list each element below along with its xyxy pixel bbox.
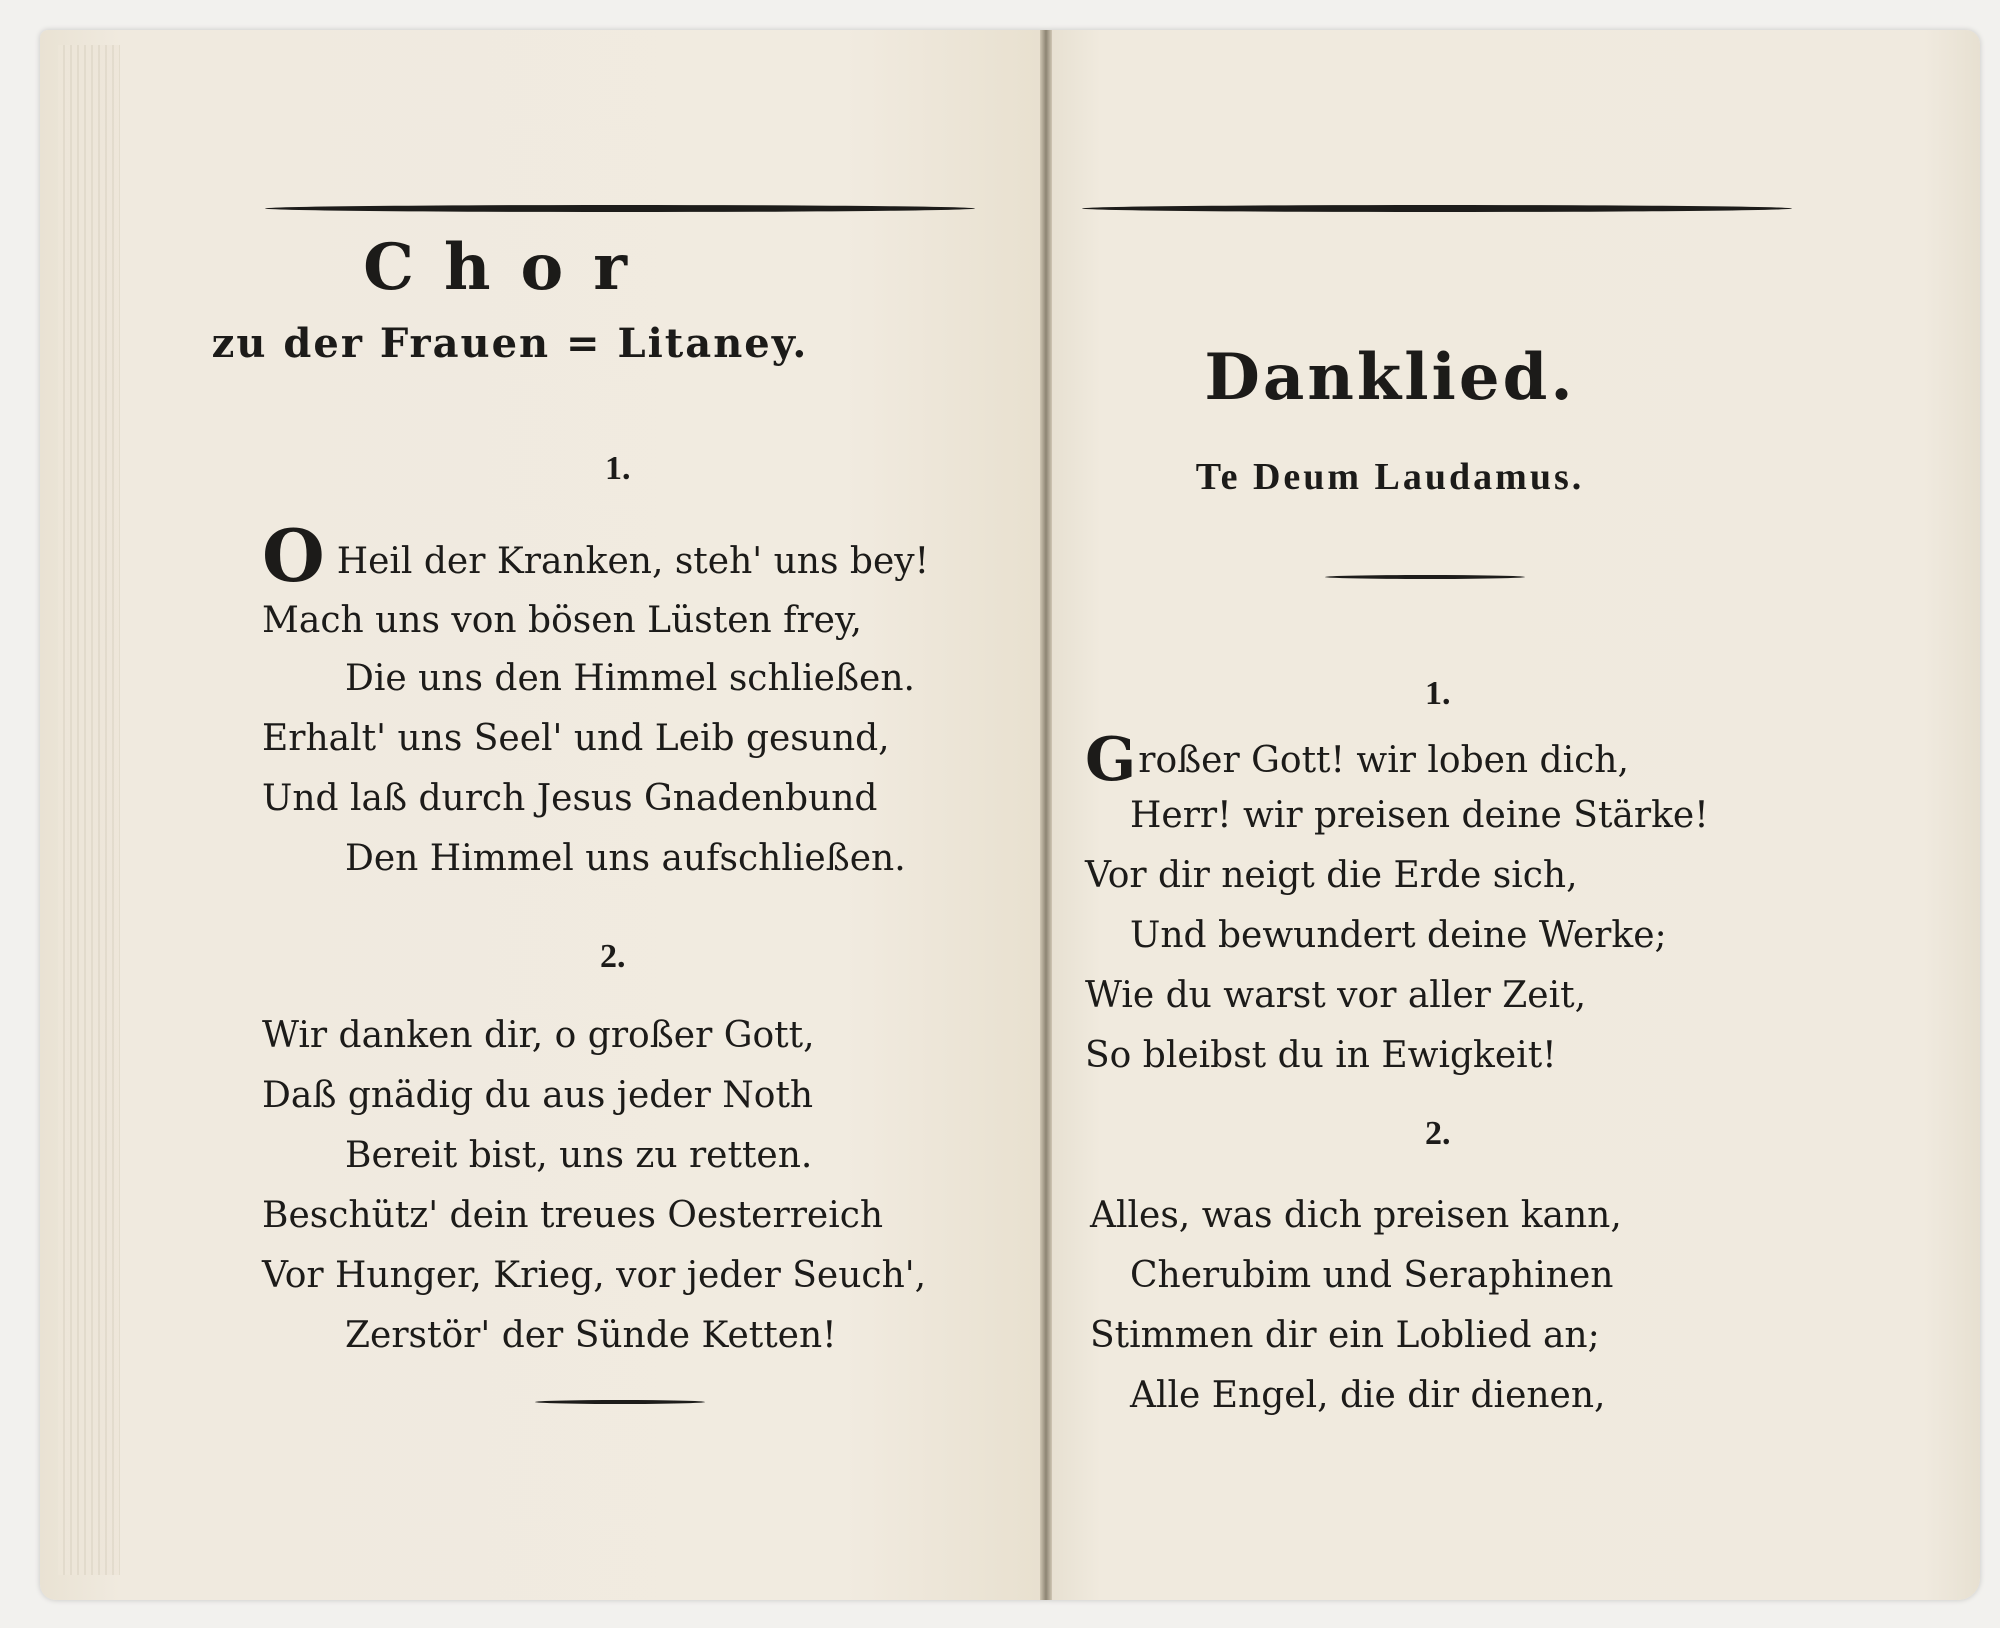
top-rule-left xyxy=(265,205,975,212)
top-rule-right xyxy=(1082,205,1792,212)
divider-rule xyxy=(1325,575,1525,579)
page-title: Chor xyxy=(363,230,657,305)
verse-line: Herr! wir preisen deine Stärke! xyxy=(1130,795,1709,836)
verse-line xyxy=(1085,725,1629,795)
verse-line: Wie du warst vor aller Zeit, xyxy=(1085,975,1587,1016)
bottom-rule-left xyxy=(535,1400,705,1404)
verse-line: Wir danken dir, o großer Gott, xyxy=(262,1015,815,1056)
verse-text: Heil der Kranken, steh' uns bey! xyxy=(336,541,930,582)
page-title: Danklied. xyxy=(1204,340,1576,415)
page-subtitle: zu der Frauen = Litaney. xyxy=(211,320,809,367)
verse-line: Stimmen dir ein Loblied an; xyxy=(1090,1315,1600,1356)
verse-line: Alle Engel, die dir dienen, xyxy=(1130,1375,1606,1416)
stanza-number: 1. xyxy=(605,450,631,487)
verse-line xyxy=(262,513,930,598)
verse-line: Bereit bist, uns zu retten. xyxy=(345,1135,813,1176)
verse-line: Alles, was dich preisen kann, xyxy=(1090,1195,1622,1236)
verse-line: Und laß durch Jesus Gnadenbund xyxy=(262,778,878,819)
verse-line: Die uns den Himmel schließen. xyxy=(345,658,915,699)
verse-line: Zerstör' der Sünde Ketten! xyxy=(345,1315,837,1356)
verse-line: Beschütz' dein treues Oesterreich xyxy=(262,1195,884,1236)
verse-line: Erhalt' uns Seel' und Leib gesund, xyxy=(262,718,890,759)
stanza-number: 2. xyxy=(600,938,626,975)
stanza-number: 1. xyxy=(1425,675,1451,712)
verse-text: roßer Gott! wir loben dich, xyxy=(1138,740,1629,781)
verse-line: Vor dir neigt die Erde sich, xyxy=(1085,855,1578,896)
book-gutter xyxy=(1040,30,1052,1600)
verse-line: Cherubim und Seraphinen xyxy=(1130,1255,1614,1296)
page-subtitle: Te Deum Laudamus. xyxy=(1195,456,1585,498)
stanza-number: 2. xyxy=(1425,1115,1451,1152)
verse-line: Und bewundert deine Werke; xyxy=(1130,915,1667,956)
drop-initial: G xyxy=(1085,725,1137,795)
verse-line: So bleibst du in Ewigkeit! xyxy=(1085,1035,1557,1076)
verse-line: Mach uns von bösen Lüsten frey, xyxy=(262,600,862,641)
page-edges xyxy=(58,45,120,1575)
drop-initial: O xyxy=(262,513,325,598)
verse-line: Daß gnädig du aus jeder Noth xyxy=(262,1075,814,1116)
verse-line: Den Himmel uns aufschließen. xyxy=(345,838,906,879)
verse-line: Vor Hunger, Krieg, vor jeder Seuch', xyxy=(262,1255,927,1296)
